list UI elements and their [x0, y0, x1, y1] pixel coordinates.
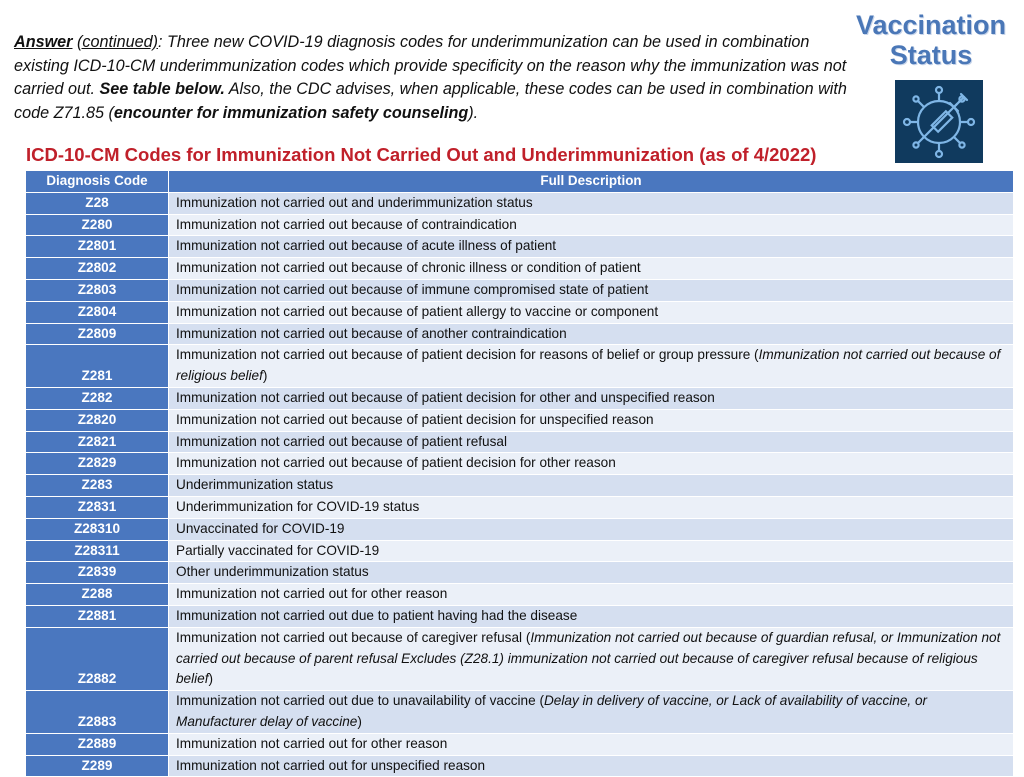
description-text: Unvaccinated for COVID-19 [176, 520, 345, 536]
diagnosis-code-cell: Z2882 [26, 627, 169, 690]
description-text: Immunization not carried out because of patient decision for unspecified reason [176, 411, 654, 427]
description-text: Underimmunization for COVID-19 status [176, 498, 420, 514]
description-cell [169, 584, 1014, 606]
description-cell [169, 258, 1014, 280]
diagnosis-code-cell: Z2809 [26, 323, 169, 345]
header-full-description: Full Description [169, 171, 1014, 193]
description-text: Immunization not carried out due to patient having had the disease [176, 607, 578, 623]
description-text: Immunization not carried out because of patient allergy to vaccine or component [176, 303, 659, 319]
diagnosis-code-cell: Z289 [26, 755, 169, 777]
brand-title-line-1: Vaccination [855, 10, 1007, 40]
description-cell [169, 540, 1014, 562]
description-text: Immunization not carried out and underimmunization status [176, 194, 533, 210]
diagnosis-code-cell: Z28311 [26, 540, 169, 562]
icd10-codes-table [25, 170, 1014, 777]
table-row [26, 584, 1014, 606]
description-note: Immunization not carried out because of guardian refusal, or Immunization not carried out because of parent refusal Excludes (Z28.1) immunization not carried out because of caregiver refusal because of religious belief [176, 629, 1001, 687]
description-text: Immunization not carried out because of patient decision for reasons of belief or group pressure ( [176, 347, 759, 363]
table-row [26, 691, 1014, 734]
diagnosis-code-cell: Z2889 [26, 733, 169, 755]
description-cell [169, 733, 1014, 755]
description-text: Immunization not carried out because of patient decision for other and unspecified reason [176, 389, 715, 405]
table-row [26, 258, 1014, 280]
header-diagnosis-code: Diagnosis Code [26, 171, 169, 193]
table-row [26, 345, 1014, 388]
description-cell [169, 755, 1014, 777]
description-text: Immunization not carried out for other reason [176, 586, 448, 602]
description-cell [169, 345, 1014, 388]
table-row [26, 562, 1014, 584]
description-cell [169, 518, 1014, 540]
description-text: Immunization not carried out because of acute illness of patient [176, 238, 557, 254]
diagnosis-code-cell: Z2829 [26, 453, 169, 475]
table-row [26, 453, 1014, 475]
description-text: Partially vaccinated for COVID-19 [176, 542, 380, 558]
intro-lead-note: (continued) [76, 33, 158, 51]
table-row [26, 236, 1014, 258]
diagnosis-code-cell: Z2883 [26, 691, 169, 734]
description-cell [169, 279, 1014, 301]
intro-text-1: : Three new COVID-19 diagnosis codes for underimmunization can be used in combination existing ICD-10-CM underimmunization codes which provide specificity on the reason why the immunization was not carried out. [14, 33, 847, 98]
table-body [26, 192, 1014, 777]
intro-text-2: Also, the CDC advises, when applicable, these codes can be used in combination with code Z71.85 ( [14, 80, 847, 122]
description-cell [169, 301, 1014, 323]
table-row [26, 496, 1014, 518]
description-cell [169, 387, 1014, 409]
table-row [26, 733, 1014, 755]
description-tail: ) [262, 368, 268, 384]
table-row [26, 192, 1014, 214]
brand-title-line-2: Status [889, 40, 973, 70]
description-text: Immunization not carried out because of another contraindication [176, 325, 567, 341]
description-text: Immunization not carried out because of chronic illness or condition of patient [176, 260, 641, 276]
description-cell [169, 323, 1014, 345]
syringe-virus-graphic [895, 80, 983, 163]
table-row [26, 409, 1014, 431]
diagnosis-code-cell: Z281 [26, 345, 169, 388]
table-title: ICD-10-CM Codes for Immunization Not Carried Out and Underimmunization (as of 4/2022) [26, 144, 817, 165]
intro-text-3: ). [468, 103, 479, 122]
description-cell [169, 431, 1014, 453]
diagnosis-code-cell: Z280 [26, 214, 169, 236]
table-row [26, 301, 1014, 323]
table-row [26, 755, 1014, 777]
description-text: Other underimmunization status [176, 564, 369, 580]
description-cell [169, 192, 1014, 214]
diagnosis-code-cell: Z283 [26, 475, 169, 497]
table-row [26, 214, 1014, 236]
diagnosis-code-cell: Z2839 [26, 562, 169, 584]
description-text: Immunization not carried out for unspecified reason [176, 757, 486, 773]
syringe-virus-icon [895, 80, 983, 163]
description-text: Underimmunization status [176, 477, 334, 493]
vaccination-status-title [846, 10, 1016, 70]
description-cell [169, 453, 1014, 475]
description-cell [169, 691, 1014, 734]
description-tail: ) [208, 671, 214, 687]
description-text: Immunization not carried out because of contraindication [176, 216, 517, 232]
description-note: Delay in delivery of vaccine, or Lack of availability of vaccine, or Manufacturer delay of vaccine [176, 693, 928, 729]
intro-emphasis-1: See table below. [99, 80, 225, 98]
description-text: Immunization not carried out for other reason [176, 735, 448, 751]
description-tail: ) [357, 713, 362, 729]
diagnosis-code-cell: Z282 [26, 387, 169, 409]
diagnosis-code-cell: Z288 [26, 584, 169, 606]
description-cell [169, 562, 1014, 584]
intro-lead-word: Answer [14, 33, 73, 51]
table-row [26, 279, 1014, 301]
table-row [26, 475, 1014, 497]
diagnosis-code-cell: Z2802 [26, 258, 169, 280]
diagnosis-code-cell: Z28310 [26, 518, 169, 540]
diagnosis-code-cell: Z2803 [26, 279, 169, 301]
diagnosis-code-cell: Z2821 [26, 431, 169, 453]
description-text: Immunization not carried out because of patient decision for other reason [176, 455, 616, 471]
description-cell [169, 627, 1014, 690]
diagnosis-code-cell: Z28 [26, 192, 169, 214]
diagnosis-code-cell: Z2801 [26, 236, 169, 258]
diagnosis-code-cell: Z2831 [26, 496, 169, 518]
description-cell [169, 605, 1014, 627]
intro-paragraph [14, 31, 864, 125]
table-row [26, 431, 1014, 453]
table-row [26, 627, 1014, 690]
table-row [26, 540, 1014, 562]
description-cell [169, 409, 1014, 431]
table-row [26, 518, 1014, 540]
table-row [26, 323, 1014, 345]
description-text: Immunization not carried out because of patient refusal [176, 433, 507, 449]
description-note: Immunization not carried out because of religious belief [176, 347, 1001, 384]
description-text: Immunization not carried out because of caregiver refusal ( [176, 629, 531, 645]
intro-emphasis-2: encounter for immunization safety counseling [113, 103, 469, 122]
diagnosis-code-cell: Z2804 [26, 301, 169, 323]
diagnosis-code-cell: Z2881 [26, 605, 169, 627]
description-cell [169, 496, 1014, 518]
table-header-row [26, 171, 1014, 193]
description-cell [169, 214, 1014, 236]
description-text: Immunization not carried out due to unavailability of vaccine ( [176, 693, 544, 709]
table-row [26, 387, 1014, 409]
table-row [26, 605, 1014, 627]
description-cell [169, 475, 1014, 497]
diagnosis-code-cell: Z2820 [26, 409, 169, 431]
description-cell [169, 236, 1014, 258]
description-text: Immunization not carried out because of immune compromised state of patient [176, 281, 649, 297]
